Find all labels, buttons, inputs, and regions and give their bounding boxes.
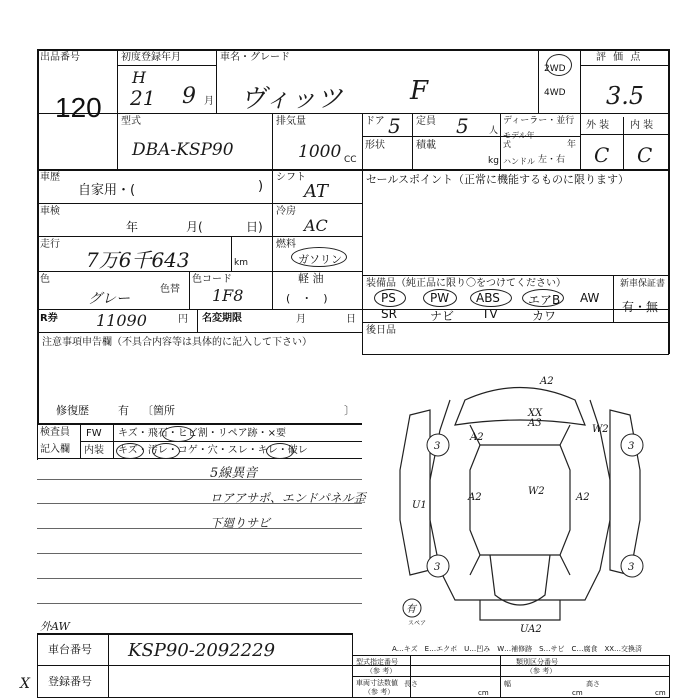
margin-x: X	[20, 676, 30, 692]
mark-xx: XX	[528, 408, 543, 419]
fw-label: FW	[86, 428, 102, 439]
color-value: グレー	[88, 291, 130, 307]
registration-era: H	[132, 68, 146, 87]
inspection-day: 日)	[246, 220, 263, 234]
spec-no-label: 型式指定番号	[356, 658, 398, 666]
dealer-label: ディーラー・並行	[503, 116, 575, 126]
capacity-unit: 人	[489, 126, 499, 136]
inside-items: キズ・汚レ・コゲ・穴・スレ・キレ・破レ	[118, 445, 308, 456]
class-no-label: 類別区分番号	[516, 658, 558, 666]
dirt-circle-icon	[152, 443, 180, 459]
ac-label: 冷房	[276, 206, 296, 217]
grade-score: 3.5	[606, 82, 645, 110]
cargo-unit: kg	[488, 156, 499, 166]
after-date-label: 後日品	[366, 325, 396, 336]
equip-ps: PS	[381, 291, 396, 305]
grade-score-label: 評 価 点	[596, 52, 643, 63]
equip-abs: ABS	[476, 291, 500, 305]
airbag-circle-icon	[522, 289, 564, 307]
exterior-label: 外 装	[586, 120, 610, 131]
history-label: 車歴	[40, 172, 60, 183]
warranty-label: 新車保証書	[620, 279, 666, 289]
inside-label: 内装	[84, 445, 104, 456]
comment-3: 下廻りサビ	[210, 516, 271, 530]
equip-airbag: エアB	[528, 293, 561, 307]
color-no-label: 色コード	[192, 274, 232, 285]
model-year-unit: 年	[567, 140, 577, 150]
fw-items: キズ・飛石・ヒビ割・リペア跡・×要	[118, 428, 286, 439]
repair-paren: 〔箇所	[142, 404, 175, 417]
lot-number: 120	[55, 92, 102, 123]
shape-label: 形状	[365, 140, 385, 151]
mark-a3: A3	[528, 418, 542, 429]
ps-circle-icon	[374, 289, 406, 307]
fuel-gasoline: ガソリン	[298, 253, 342, 266]
ac-value: AC	[304, 216, 328, 235]
spare-mark: 有	[406, 604, 416, 615]
drive-4wd: 4WD	[544, 88, 566, 98]
handle-opts: 左・右	[538, 155, 566, 165]
mark-w2-right: W2	[592, 424, 609, 435]
color-label: 色	[40, 274, 50, 285]
color-change-label: 色替	[160, 284, 180, 295]
size-label: 車両寸法数値	[356, 679, 398, 687]
mark-a2-mid: A2	[468, 492, 482, 503]
entry-label: 記入欄	[40, 444, 70, 455]
registration-month-unit: 月	[204, 96, 214, 107]
inspection-label: 車検	[40, 206, 60, 217]
doors-label: ドア	[365, 116, 385, 127]
mark-a2-top: A2	[540, 376, 554, 387]
scratch-circle-icon	[116, 443, 144, 459]
repair-label: 修復歴	[56, 404, 89, 417]
displacement-label: 排気量	[276, 116, 306, 127]
size-width: 幅	[504, 680, 511, 688]
inspector-label: 検査員	[40, 427, 70, 438]
chassis-label: 車台番号	[48, 643, 92, 656]
size-length-unit: cm	[478, 689, 489, 697]
shift-label: シフト	[276, 172, 306, 183]
drive-2wd: 2WD	[544, 64, 566, 74]
mark-w2-mid: W2	[528, 486, 545, 497]
fuel-paren: ( ・ )	[286, 292, 328, 305]
plate-label: 登録番号	[48, 675, 92, 688]
mark-a2-left: A2	[470, 432, 484, 443]
chassis-value: KSP90-2092229	[128, 640, 276, 661]
mark-a2-rmid: A2	[576, 492, 590, 503]
spec-no-sub: （参 考）	[366, 667, 397, 675]
recycle-label: R券	[40, 313, 58, 324]
mark-3-br: 3	[628, 562, 635, 573]
name-change-day: 日	[346, 314, 356, 325]
model-label: 型式	[121, 116, 141, 127]
sales-point-label: セールスポイント（正常に機能するものに限ります）	[366, 173, 630, 186]
equip-leather: カワ	[532, 309, 557, 323]
mileage-value: 7万6千643	[86, 248, 190, 272]
warranty-value: 有・無	[622, 300, 659, 314]
name-change-month: 月	[296, 314, 306, 325]
car-name: ヴィッツ	[240, 84, 343, 114]
displacement-unit: CC	[344, 155, 357, 165]
repair-value: 有	[118, 404, 129, 417]
car-diagram	[370, 370, 670, 640]
comment-2: ロアアサポ、エンドパネル歪	[210, 491, 366, 505]
displacement-value: 1000	[298, 142, 342, 162]
repair-close: 〕	[344, 404, 355, 417]
inspection-year: 年	[126, 220, 139, 234]
car-name-label: 車名・グレード	[220, 52, 290, 63]
recycle-value: 11090	[96, 311, 147, 330]
equipment-label: 装備品（純正品に限り〇をつけてください）	[366, 278, 566, 289]
registration-month: 9	[182, 84, 196, 109]
color-no-value: 1F8	[212, 286, 244, 305]
registration-year: 21	[130, 86, 156, 110]
fuel-light-oil: 軽 油	[298, 272, 324, 285]
equip-pw: PW	[430, 291, 450, 305]
size-height: 高さ	[586, 680, 600, 688]
equip-aw: AW	[580, 291, 600, 305]
interior-label: 内 装	[630, 120, 654, 131]
history-close: )	[258, 179, 264, 194]
mark-3-tl: 3	[434, 441, 441, 452]
size-height-unit: cm	[655, 689, 666, 697]
damage-legend: A…キズ E…エクボ U…凹み W…補修跡 S…サビ C…腐食 XX…交換済	[392, 645, 643, 653]
class-no-sub: （参 考）	[526, 667, 557, 675]
shift-value: AT	[304, 181, 329, 202]
mark-ua2: UA2	[520, 624, 542, 635]
name-change-label: 名変期限	[202, 313, 242, 324]
capacity-label: 定員	[416, 116, 436, 127]
mileage-unit: km	[234, 258, 248, 268]
registration-label: 初度登録年月	[121, 52, 181, 63]
model-year-label: モデル年式	[503, 131, 535, 149]
fuel-label: 燃料	[276, 239, 296, 250]
abs-circle-icon	[470, 289, 512, 307]
chip-circle-icon	[162, 426, 194, 442]
equip-sr: SR	[381, 307, 397, 321]
notes-label: 注意事項申告欄（不具合内容等は具体的に記入して下さい）	[42, 337, 312, 348]
car-grade: F	[410, 76, 429, 106]
model-value: DBA-KSP90	[132, 140, 234, 160]
capacity-value: 5	[456, 114, 469, 138]
interior-value: C	[637, 143, 653, 167]
recycle-unit: 円	[178, 314, 188, 325]
mileage-label: 走行	[40, 239, 60, 250]
cargo-label: 積載	[416, 140, 436, 151]
left-note: 外AW	[40, 620, 70, 633]
pw-circle-icon	[423, 289, 457, 307]
comment-1: 5線異音	[210, 466, 258, 481]
handle-label: ハンドル	[503, 157, 535, 166]
history-value: 自家用・(	[78, 183, 136, 198]
exterior-value: C	[594, 143, 610, 167]
fuel-gasoline-circle-icon	[291, 247, 347, 267]
drive-circle-icon	[546, 54, 572, 76]
equip-tv: TV	[482, 307, 498, 321]
inspection-month: 月(	[186, 220, 203, 234]
equip-navi: ナビ	[430, 309, 455, 323]
doors-value: 5	[388, 114, 401, 138]
mark-3-bl: 3	[434, 562, 441, 573]
size-length: 長さ	[404, 680, 418, 688]
lot-label: 出品番号	[40, 52, 80, 63]
size-sub: （参 考）	[364, 688, 395, 696]
size-width-unit: cm	[572, 689, 583, 697]
mark-u1: U1	[412, 500, 427, 511]
spare-label: スペア	[408, 620, 427, 627]
mark-3-tr: 3	[628, 441, 635, 452]
wear-circle-icon	[266, 443, 294, 459]
